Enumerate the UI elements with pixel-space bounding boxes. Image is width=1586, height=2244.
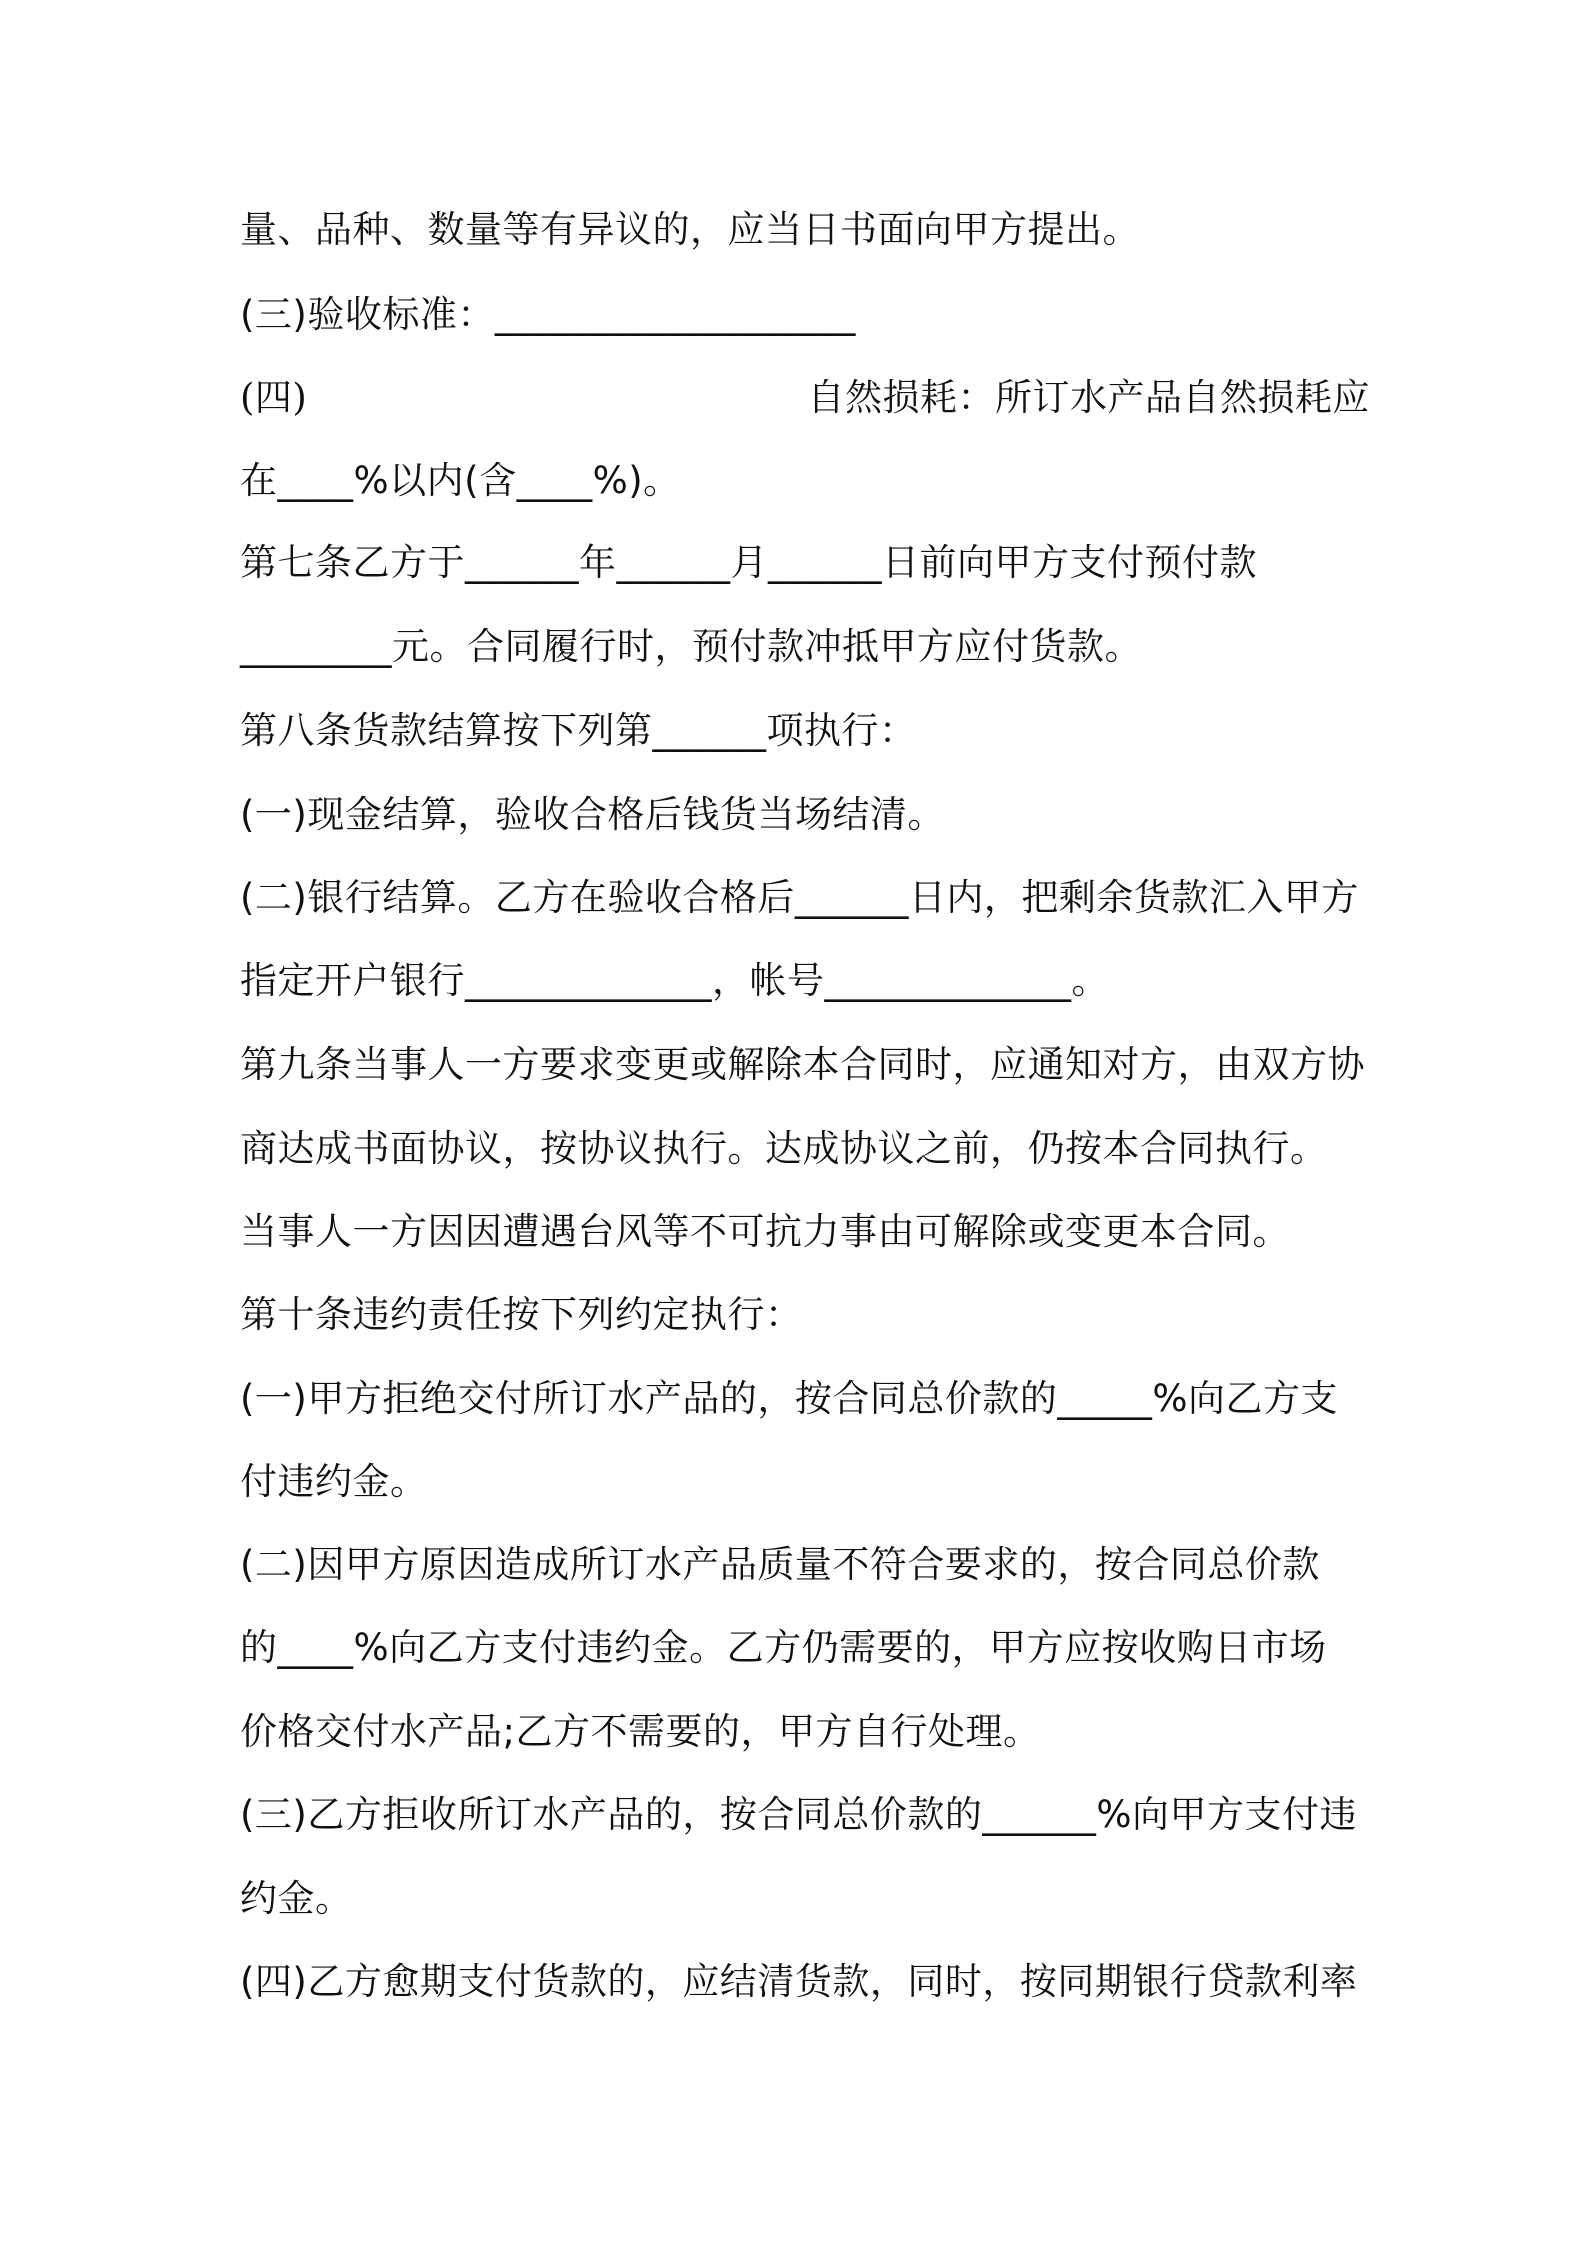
text-line-17: (二)因甲方原因造成所订水产品质量不符合要求的，按合同总价款 xyxy=(240,1543,1320,1586)
text-line-5: 第七条乙方于______年______月______日前向甲方支付预付款 xyxy=(240,541,1257,584)
text-line-16: 付违约金。 xyxy=(240,1460,428,1503)
text-line-6: ________元。合同履行时，预付款冲抵甲方应付货款。 xyxy=(240,625,1142,668)
text-line-13: 当事人一方因因遭遇台风等不可抗力事由可解除或变更本合同。 xyxy=(240,1210,1290,1253)
text-line-14: 第十条违约责任按下列约定执行： xyxy=(240,1293,803,1336)
text-line-21: 约金。 xyxy=(240,1877,353,1920)
text-line-18: 的____%向乙方支付违约金。乙方仍需要的，甲方应按收购日市场 xyxy=(240,1626,1327,1669)
text-line-20: (三)乙方拒收所订水产品的，按合同总价款的______%向甲方支付违 xyxy=(240,1793,1358,1836)
text-line-9: (二)银行结算。乙方在验收合格后______日内，把剩余货款汇入甲方 xyxy=(240,876,1359,919)
text-line-2: (三)验收标准：___________________ xyxy=(240,293,856,336)
text-line-12: 商达成书面协议，按协议执行。达成协议之前，仍按本合同执行。 xyxy=(240,1127,1328,1170)
text-line-11: 第九条当事人一方要求变更或解除本合同时，应通知对方，由双方协 xyxy=(240,1043,1365,1086)
text-line-4: 在____%以内(含____%)。 xyxy=(240,459,681,502)
text-line-19: 价格交付水产品;乙方不需要的，甲方自行处理。 xyxy=(240,1710,1041,1753)
text-line-1: 量、品种、数量等有异议的，应当日书面向甲方提出。 xyxy=(240,208,1140,251)
text-line-10: 指定开户银行_____________，帐号_____________。 xyxy=(240,959,1109,1002)
text-line-3 xyxy=(240,373,1370,423)
text-line-15: (一)甲方拒绝交付所订水产品的，按合同总价款的_____%向乙方支 xyxy=(240,1377,1339,1420)
text-line-7: 第八条货款结算按下列第______项执行： xyxy=(240,709,917,752)
text-line-8: (一)现金结算，验收合格后钱货当场结清。 xyxy=(240,793,945,836)
text-line-3-right: 自然损耗：所订水产品自然损耗应 xyxy=(807,376,1370,419)
text-line-22: (四)乙方愈期支付货款的，应结清货款，同时，按同期银行贷款利率 xyxy=(240,1960,1358,2003)
text-line-3-left: (四) xyxy=(240,376,308,419)
